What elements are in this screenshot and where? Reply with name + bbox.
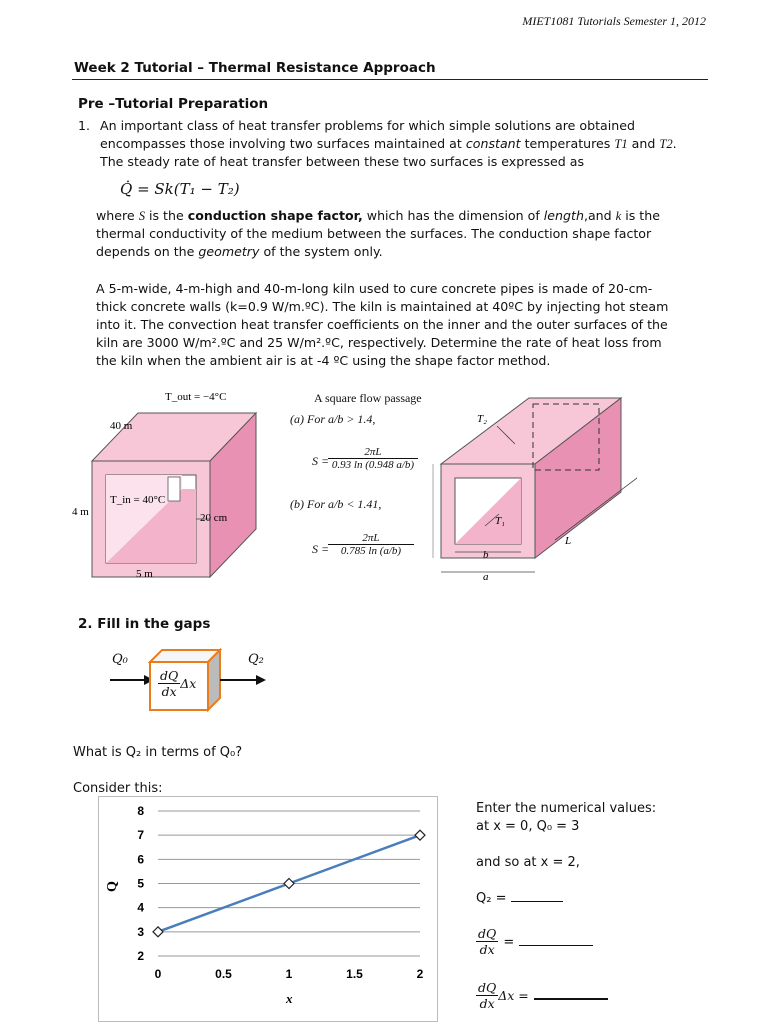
case-a-denominator: 0.93 ln (0.948 a/b)	[331, 459, 415, 471]
dqdx-answer-blank[interactable]	[519, 945, 593, 946]
page-title: Week 2 Tutorial – Thermal Resistance Approach	[74, 60, 436, 76]
box-numerator: dQ	[160, 668, 179, 683]
flow-passage-diagram	[425, 390, 655, 585]
pre-tutorial-heading: Pre –Tutorial Preparation	[78, 96, 269, 112]
dqdx-equals: =	[503, 935, 515, 950]
q2-heading: 2. Fill in the gaps	[78, 616, 211, 632]
thickness-label: 20 cm	[200, 512, 228, 524]
q1-number: 1.	[78, 118, 91, 133]
q1-where-line1: where S is the conduction shape factor, which has the dimension of length,and k is the	[96, 208, 660, 223]
kiln-problem-line3: into it. The convection heat transfer coefficients on the inner and the outer surfaces of the	[96, 317, 668, 332]
dqdx-denominator: dx	[479, 942, 495, 957]
q2-label: Q₂	[248, 652, 264, 667]
q1-line1: An important class of heat transfer problems for which simple solutions are obtained	[100, 118, 635, 133]
y-tick-label: 6	[137, 852, 144, 867]
x-tick-label: 1.5	[346, 967, 363, 981]
a-label: a	[483, 571, 489, 583]
box-side	[208, 650, 220, 710]
q1-line3: The steady rate of heat transfer between these two surfaces is expressed as	[100, 154, 585, 169]
dqdx-fraction	[476, 926, 498, 957]
t2-label: T₂	[477, 413, 487, 425]
case-a-label: (a) For a/b > 1.4,	[290, 412, 376, 426]
enter-values-label: Enter the numerical values:	[476, 801, 657, 816]
q1-where-line2: thermal conductivity of the medium between the surfaces. The conduction shape factor	[96, 226, 652, 241]
box-dx: Δx	[180, 676, 197, 691]
q2-question: What is Q₂ in terms of Q₀?	[73, 745, 243, 760]
kiln-problem-line2: thick concrete walls (k=0.9 W/m.ºC). The kiln is maintained at 40ºC by injecting hot steam	[96, 299, 669, 314]
q2-answer-label: Q₂ =	[476, 891, 507, 906]
case-a-numerator: 2πL	[328, 446, 418, 459]
initial-condition: at x = 0, Q₀ = 3	[476, 819, 580, 834]
outflow-arrowhead	[256, 675, 266, 685]
tout-label: T_out = −4°C	[165, 391, 227, 403]
tin-label: T_in = 40°C	[110, 494, 166, 506]
b-label: b	[483, 549, 489, 561]
case-b-s: S =	[312, 542, 330, 556]
case-a-s: S =	[312, 454, 330, 468]
dqdx-dx-answer-blank[interactable]	[534, 998, 608, 1000]
width-label: 5 m	[136, 568, 153, 580]
kiln-problem-line5: the kiln when the ambient air is at -4 ºC using the shape factor method.	[96, 353, 551, 368]
x-tick-label: 1	[285, 967, 293, 981]
y-tick-label: 5	[137, 876, 144, 891]
q2-answer-row	[476, 890, 563, 908]
case-a-formula	[328, 446, 418, 471]
y-tick-label: 4	[137, 900, 144, 915]
q0-label: Q₀	[112, 652, 128, 667]
box-expression	[158, 668, 196, 699]
box-fraction	[158, 668, 180, 699]
dqdx-dx-denominator: dx	[479, 996, 495, 1011]
q1-where-line3: depends on the geometry of the system only.	[96, 244, 383, 259]
y-tick-label: 8	[137, 804, 144, 818]
q2-answer-blank[interactable]	[511, 901, 563, 902]
kiln-problem-line4: kiln are 3000 W/m².ºC and 25 W/m².ºC, respectively. Determine the rate of heat loss from	[96, 335, 662, 350]
case-b-label: (b) For a/b < 1.41,	[290, 497, 382, 511]
q-vs-x-chart	[98, 796, 438, 1022]
course-header: MIET1081 Tutorials Semester 1, 2012	[522, 14, 706, 28]
dqdx-dx-label: Δx =	[498, 988, 529, 1003]
t1-label: T₁	[495, 515, 505, 527]
x-tick-label: 0.5	[215, 967, 232, 981]
case-b-formula	[328, 532, 414, 557]
length-label: 40 m	[110, 420, 133, 432]
box-denominator: dx	[161, 684, 177, 699]
chart-frame	[99, 797, 438, 1022]
y-axis-label: Q	[105, 881, 120, 892]
case-b-numerator: 2πL	[328, 532, 414, 545]
x-tick-label: 0	[154, 967, 162, 981]
q1-line2: encompasses those involving two surfaces maintained at constant temperatures T1 and T2.	[100, 136, 677, 151]
height-label: 4 m	[72, 506, 89, 518]
kiln-diagram	[70, 385, 290, 585]
y-tick-label: 7	[137, 828, 144, 843]
and-so-label: and so at x = 2,	[476, 855, 580, 870]
x-tick-label: 2	[416, 967, 424, 981]
consider-label: Consider this:	[73, 781, 163, 796]
kiln-problem-line1: A 5-m-wide, 4-m-high and 40-m-long kiln used to cure concrete pipes is made of 20-cm-	[96, 281, 653, 296]
dqdx-dx-answer-row	[476, 980, 608, 1011]
wall-thickness-marker	[168, 477, 180, 501]
case-b-denominator: 0.785 ln (a/b)	[340, 545, 402, 557]
shape-factor-equation: Q̇ = Sk(T₁ − T₂)	[120, 180, 240, 198]
dqdx-answer-row	[476, 926, 593, 957]
y-tick-label: 2	[137, 949, 144, 963]
title-rule	[72, 79, 708, 80]
dqdx-dx-numerator: dQ	[478, 980, 497, 995]
passage-title: A square flow passage	[314, 391, 422, 405]
y-tick-label: 3	[137, 924, 144, 939]
L-label: L	[565, 535, 572, 547]
dqdx-numerator: dQ	[478, 926, 497, 941]
dqdx-dx-fraction	[476, 980, 498, 1011]
x-axis-label: x	[286, 991, 293, 1006]
